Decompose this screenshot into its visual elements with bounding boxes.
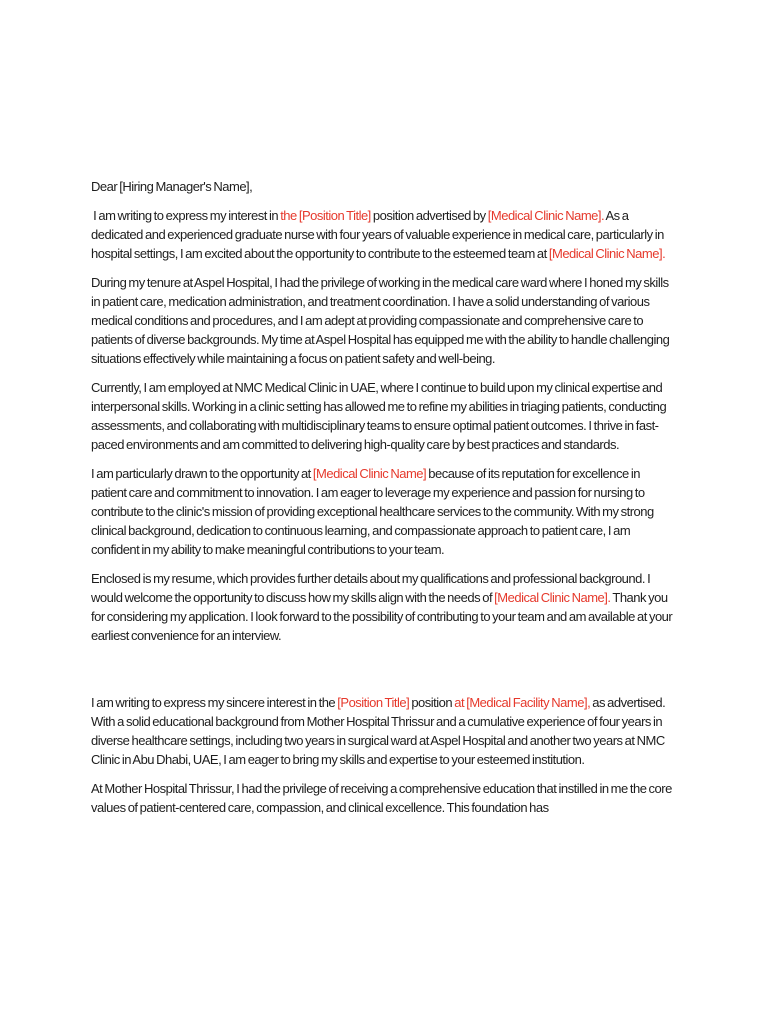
- letter-body: [91, 177, 677, 827]
- placeholder-text: the [Position Title]: [280, 208, 373, 223]
- paragraph-second-letter-education: [91, 779, 677, 817]
- body-text: During my tenure at Aspel Hospital, I had the privilege of working in the medical care ward where I honed my skills in patient care, medication administration, and treatment coordination. I have a solid understanding of various medical conditions and procedures, and I am adept at providing compassionate and comprehensive care to patients of diverse backgrounds. My time at Aspel Hospital has equipped me with the ability to handle challenging situations effectively while maintaining a focus on patient safety and well-being.: [91, 275, 670, 366]
- paragraph-aspel-experience: [91, 273, 677, 368]
- body-text: because of its reputation for excellence in patient care and commitment to innovation. I am eager to leverage my experience and passion for nursing to contribute to the clinic's mission of providing exceptional healthcare services to the community. With my strong clinical background, dedication to continuous learning, and compassionate approach to patient care, I am confident in my ability to make meaningful contributions to your team.: [91, 466, 654, 557]
- body-text: As a dedicated and experienced graduate nurse with four years of valuable experience in medical care, particularly in hospital settings, I am excited about the opportunity to contribute to the esteemed team at: [91, 208, 664, 261]
- placeholder-text: [Medical Clinic Name]: [312, 466, 429, 481]
- body-text: position advertised by: [372, 208, 488, 223]
- greeting: Dear [Hiring Manager's Name],: [91, 179, 253, 194]
- paragraph-nmc-experience: [91, 378, 677, 454]
- placeholder-text: [Medical Clinic Name].: [494, 590, 613, 605]
- placeholder-text: [Position Title]: [337, 695, 412, 710]
- body-text: Thank you for considering my application. I look forward to the possibility of contributing to your team and am available at your earliest convenience for an interview.: [91, 590, 673, 643]
- placeholder-text: [Medical Clinic Name].: [487, 208, 606, 223]
- paragraph-motivation: [91, 464, 677, 559]
- body-text: I am writing to express my interest in: [91, 208, 281, 223]
- placeholder-text: [Medical Clinic Name].: [548, 246, 666, 261]
- placeholder-text: at [Medical Facility Name],: [454, 695, 593, 710]
- paragraph-closing: [91, 569, 677, 645]
- body-text: as advertised. With a solid educational background from Mother Hospital Thrissur and a cumulative experience of four years in diverse healthcare settings, including two years in surgical ward at Aspel Hospital and another two years at NMC Clinic in Abu Dhabi, UAE, I am eager to bring my skills and expertise to your esteemed institution.: [91, 695, 666, 767]
- section-gap: [91, 655, 677, 693]
- body-text: position: [411, 695, 455, 710]
- body-text: I am writing to express my sincere interest in the: [91, 695, 338, 710]
- body-text: I am particularly drawn to the opportunity at: [91, 466, 313, 481]
- body-text: Currently, I am employed at NMC Medical Clinic in UAE, where I continue to build upon my clinical expertise and interpersonal skills. Working in a clinic setting has allowed me to refine my abilities in triaging patients, conducting assessments, and collaborating with multidisciplinary teams to ensure optimal patient outcomes. I thrive in fast-paced environments and am committed to delivering high-quality care by best practices and standards.: [91, 380, 667, 452]
- body-text: At Mother Hospital Thrissur, I had the privilege of receiving a comprehensive education that instilled in me the core values of patient-centered care, compassion, and clinical excellence. This foundation has: [91, 781, 672, 815]
- paragraph-intro: [91, 206, 677, 263]
- paragraph-second-letter-intro: [91, 693, 677, 769]
- body-text: Enclosed is my resume, which provides further details about my qualifications and professional background. I would welcome the opportunity to discuss how my skills align with the needs of: [91, 571, 651, 605]
